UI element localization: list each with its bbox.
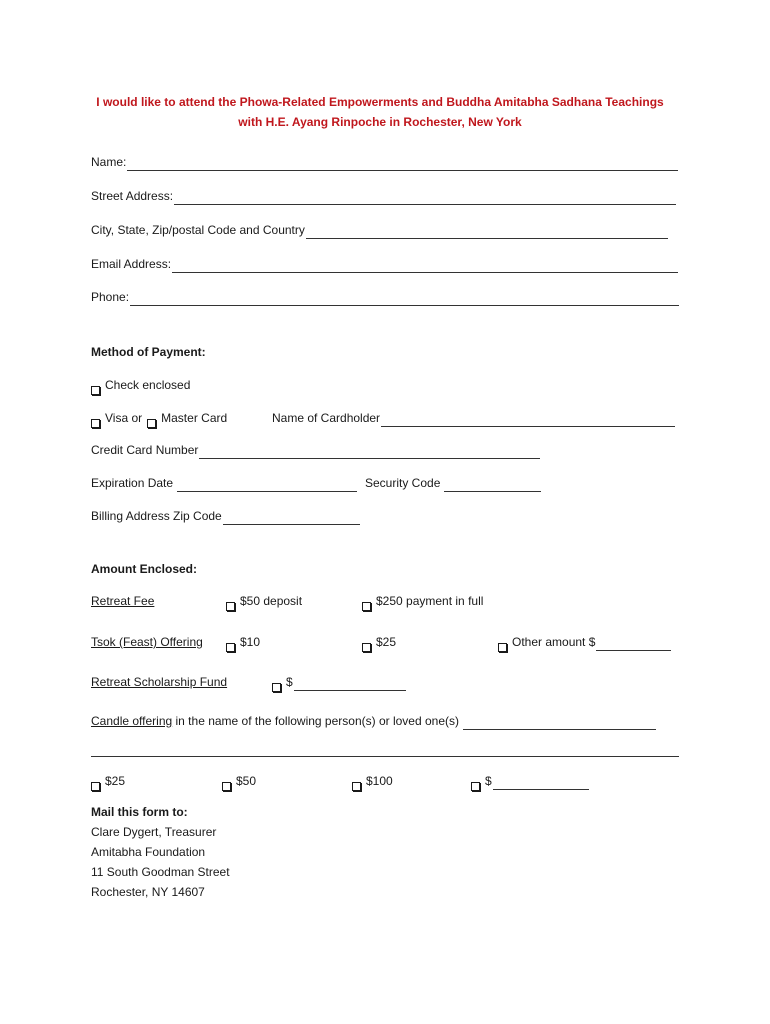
candle-names-field[interactable]	[463, 716, 656, 730]
form-title-line-1: I would like to attend the Phowa-Related Empowerments and Buddha Amitabha Sadhana Teachings	[96, 95, 664, 109]
candle-other-option[interactable]	[471, 772, 589, 790]
full-payment-label: $250 payment in full	[376, 594, 484, 608]
tsok-label: Tsok (Feast) Offering	[91, 635, 203, 649]
full-payment-option[interactable]	[362, 592, 483, 610]
mail-line-2: Amitabha Foundation	[91, 845, 206, 859]
form-title-line-2: with H.E. Ayang Rinpoche in Rochester, New York	[238, 115, 522, 129]
street-row	[91, 187, 676, 205]
scholarship-option[interactable]	[272, 673, 406, 691]
mastercard-label: Master Card	[161, 411, 228, 425]
other-amount-option[interactable]	[498, 633, 671, 651]
candle-25-option[interactable]	[91, 772, 125, 790]
checkbox-icon[interactable]	[498, 643, 507, 652]
mail-line-1: Clare Dygert, Treasurer	[91, 825, 217, 839]
checkbox-icon[interactable]	[91, 386, 100, 395]
mail-line-4: Rochester, NY 14607	[91, 885, 205, 899]
checkbox-icon[interactable]	[272, 683, 281, 692]
deposit-option[interactable]	[226, 592, 302, 610]
candle-label: Candle offering	[91, 714, 173, 728]
checkbox-icon[interactable]	[362, 643, 371, 652]
name-row	[91, 153, 678, 171]
phone-row	[91, 288, 679, 306]
candle-50-option[interactable]	[222, 772, 256, 790]
tsok-25-option[interactable]	[362, 633, 396, 651]
email-field[interactable]	[172, 259, 678, 273]
name-field[interactable]	[127, 157, 678, 171]
security-label: Security Code	[365, 476, 441, 490]
city-row	[91, 221, 668, 239]
expiration-row	[91, 474, 357, 492]
retreat-fee-label: Retreat Fee	[91, 594, 155, 608]
payment-heading: Method of Payment:	[91, 345, 206, 359]
candle-100-label: $100	[366, 774, 393, 788]
checkbox-icon[interactable]	[362, 602, 371, 611]
checkbox-icon[interactable]	[226, 602, 235, 611]
name-label: Name:	[91, 155, 127, 169]
candle-100-option[interactable]	[352, 772, 393, 790]
candle-50-label: $50	[236, 774, 257, 788]
expiration-field[interactable]	[177, 478, 357, 492]
card-type-row	[91, 409, 227, 427]
checkbox-icon[interactable]	[222, 782, 231, 791]
expiration-label: Expiration Date	[91, 476, 174, 490]
cc-number-field[interactable]	[199, 445, 540, 459]
candle-description: in the name of the following person(s) or loved one(s)	[172, 714, 463, 728]
street-field[interactable]	[174, 191, 676, 205]
other-amount-field[interactable]	[596, 637, 671, 651]
mail-heading: Mail this form to:	[91, 805, 188, 819]
cc-number-label: Credit Card Number	[91, 443, 199, 457]
scholarship-label: Retreat Scholarship Fund	[91, 675, 228, 689]
visa-label: Visa or	[105, 411, 143, 425]
phone-label: Phone:	[91, 290, 130, 304]
other-amount-label: Other amount $	[512, 635, 596, 649]
email-row	[91, 255, 678, 273]
billing-zip-label: Billing Address Zip Code	[91, 509, 222, 523]
check-row	[91, 376, 190, 394]
check-label: Check enclosed	[105, 378, 191, 392]
scholarship-amount-label: $	[286, 675, 293, 689]
checkbox-icon[interactable]	[91, 782, 100, 791]
candle-other-label: $	[485, 774, 492, 788]
candle-row	[91, 712, 656, 730]
checkbox-icon[interactable]	[352, 782, 361, 791]
cc-number-row	[91, 441, 540, 459]
street-label: Street Address:	[91, 189, 174, 203]
email-label: Email Address:	[91, 257, 172, 271]
candle-other-field[interactable]	[493, 776, 589, 790]
tsok-25-label: $25	[376, 635, 397, 649]
checkbox-icon[interactable]	[147, 419, 156, 428]
city-label: City, State, Zip/postal Code and Country	[91, 223, 305, 237]
security-row	[365, 474, 541, 492]
checkbox-icon[interactable]	[471, 782, 480, 791]
security-field[interactable]	[444, 478, 541, 492]
city-field[interactable]	[306, 225, 668, 239]
mail-line-3: 11 South Goodman Street	[91, 865, 230, 879]
scholarship-amount-field[interactable]	[294, 677, 406, 691]
cardholder-row	[272, 409, 675, 427]
cardholder-label: Name of Cardholder	[272, 411, 381, 425]
candle-names-field-2[interactable]	[91, 756, 679, 757]
checkbox-icon[interactable]	[91, 419, 100, 428]
deposit-label: $50 deposit	[240, 594, 303, 608]
checkbox-icon[interactable]	[226, 643, 235, 652]
cardholder-field[interactable]	[381, 413, 675, 427]
billing-zip-row	[91, 507, 360, 525]
tsok-10-label: $10	[240, 635, 261, 649]
billing-zip-field[interactable]	[223, 511, 360, 525]
phone-field[interactable]	[130, 292, 679, 306]
amount-heading: Amount Enclosed:	[91, 562, 198, 576]
candle-25-label: $25	[105, 774, 126, 788]
tsok-10-option[interactable]	[226, 633, 260, 651]
